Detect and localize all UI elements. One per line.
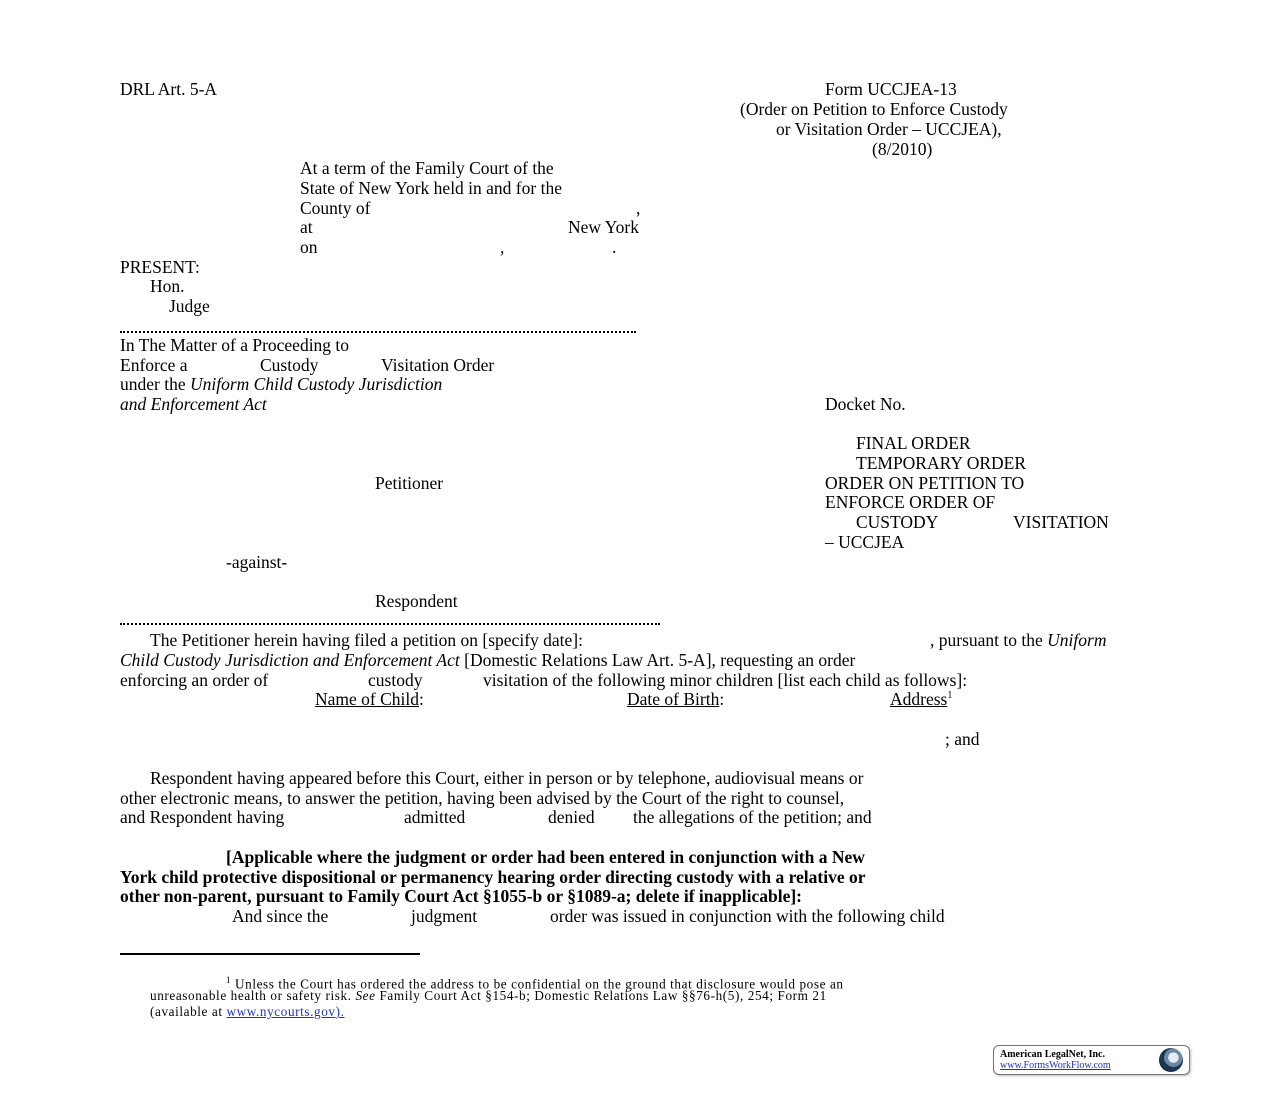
caption-option-visitation[interactable]: Visitation Order <box>381 355 495 375</box>
order-option-custody[interactable]: CUSTODY <box>856 512 939 532</box>
footnote-ref[interactable]: 1 <box>947 690 953 701</box>
court-term-line1: At a term of the Family Court of the <box>300 158 554 178</box>
caption-enforce-label: Enforce a <box>120 355 188 375</box>
at-label: at <box>300 217 313 237</box>
option-admitted[interactable]: admitted <box>404 807 466 827</box>
respondent-having-label: and Respondent having <box>120 807 285 827</box>
caption-line1: In The Matter of a Proceeding to <box>120 335 350 355</box>
date-comma: , <box>500 237 505 257</box>
respondent-appeared-line1: Respondent having appeared before this Court, either in person or by telephone, audiovisual means or <box>150 768 864 788</box>
petitioner-label: Petitioner <box>375 473 444 493</box>
petition-date-text: The Petitioner herein having filed a petition on [specify date]: <box>150 630 583 650</box>
column-header-name: Name of Child: <box>315 689 424 709</box>
column-header-dob: Date of Birth: <box>627 689 725 709</box>
enforcing-order-label: enforcing an order of <box>120 670 269 690</box>
statute-reference: DRL Art. 5-A <box>120 79 218 99</box>
order-option-temporary[interactable]: TEMPORARY ORDER <box>856 453 1027 473</box>
option-judgment[interactable]: judgment <box>411 906 478 926</box>
brand-url-link[interactable]: www.FormsWorkFlow.com <box>1000 1060 1111 1071</box>
enforce-option-visitation[interactable]: visitation of the following minor children [list each child as follows]: <box>483 670 968 690</box>
form-title-line1: (Order on Petition to Enforce Custody <box>740 99 1008 119</box>
caption-line3: under the Uniform Child Custody Jurisdiction <box>120 374 443 394</box>
and-line: ; and <box>945 729 980 749</box>
hon-label: Hon. <box>150 276 185 296</box>
order-title-line4: – UCCJEA <box>825 532 905 552</box>
option-denied[interactable]: denied <box>548 807 595 827</box>
applicable-instruction-line1: [Applicable where the judgment or order had been entered in conjunction with a New <box>226 847 865 867</box>
order-option-visitation[interactable]: VISITATION <box>1013 512 1109 532</box>
respondent-label: Respondent <box>375 591 458 611</box>
applicable-instruction-line3: other non-parent, pursuant to Family Court Act §1055-b or §1089-a; delete if inapplicable]: <box>120 886 802 906</box>
globe-logo-icon <box>1159 1048 1183 1072</box>
american-legalnet-badge[interactable] <box>993 1045 1190 1075</box>
and-since-label: And since the <box>232 906 329 926</box>
footnote-line1: $^1$ Unless the Court has ordered the address to be confidential on the ground that disclosure would pose an <box>226 975 844 992</box>
order-title-line1: ORDER ON PETITION TO <box>825 473 1025 493</box>
against-label: -against- <box>226 552 288 572</box>
docket-label: Docket No. <box>825 394 906 414</box>
respondent-appeared-line2: other electronic means, to answer the petition, having been advised by the Court of the right to counsel, <box>120 788 845 808</box>
enforce-option-custody[interactable]: custody <box>368 670 423 690</box>
caption-top-divider <box>120 331 636 333</box>
nycourts-link[interactable]: www.nycourts.gov). <box>226 1004 345 1019</box>
applicable-instruction-line2: York child protective dispositional or permanency hearing order directing custody with a relative or <box>120 867 866 887</box>
court-term-line2: State of New York held in and for the <box>300 178 562 198</box>
form-date: (8/2010) <box>872 139 933 159</box>
county-comma: , <box>636 198 641 218</box>
brand-name: American LegalNet, Inc. <box>1000 1049 1105 1060</box>
order-option-final[interactable]: FINAL ORDER <box>856 433 971 453</box>
present-label: PRESENT: <box>120 257 200 277</box>
caption-line4: and Enforcement Act <box>120 394 267 414</box>
act-reference-line: Child Custody Jurisdiction and Enforcement Act [Domestic Relations Law Art. 5-A], requesting an order <box>120 650 856 670</box>
footnote-line2: unreasonable health or safety risk. See Family Court Act §154-b; Domestic Relations Law §§76-h(5), 254; Form 21 <box>150 988 827 1003</box>
option-order-text[interactable]: order was issued in conjunction with the following child <box>550 906 945 926</box>
caption-bottom-divider <box>120 623 660 625</box>
form-id: Form UCCJEA-13 <box>825 79 957 99</box>
caption-option-custody[interactable]: Custody <box>260 355 319 375</box>
judge-label: Judge <box>169 296 210 316</box>
allegations-text: the allegations of the petition; and <box>633 807 872 827</box>
form-title-line2: or Visitation Order – UCCJEA), <box>776 119 1002 139</box>
order-title-line2: ENFORCE ORDER OF <box>825 492 996 512</box>
county-label: County of <box>300 198 371 218</box>
pursuant-text: , pursuant to the Uniform <box>930 630 1107 650</box>
footnote-divider <box>120 953 420 955</box>
column-header-address: Address$^1$ <box>890 689 953 709</box>
footnote-line3: (available at www.nycourts.gov). <box>150 1004 345 1019</box>
state-name: New York <box>568 217 639 237</box>
date-period: . <box>612 237 617 257</box>
on-label: on <box>300 237 318 257</box>
